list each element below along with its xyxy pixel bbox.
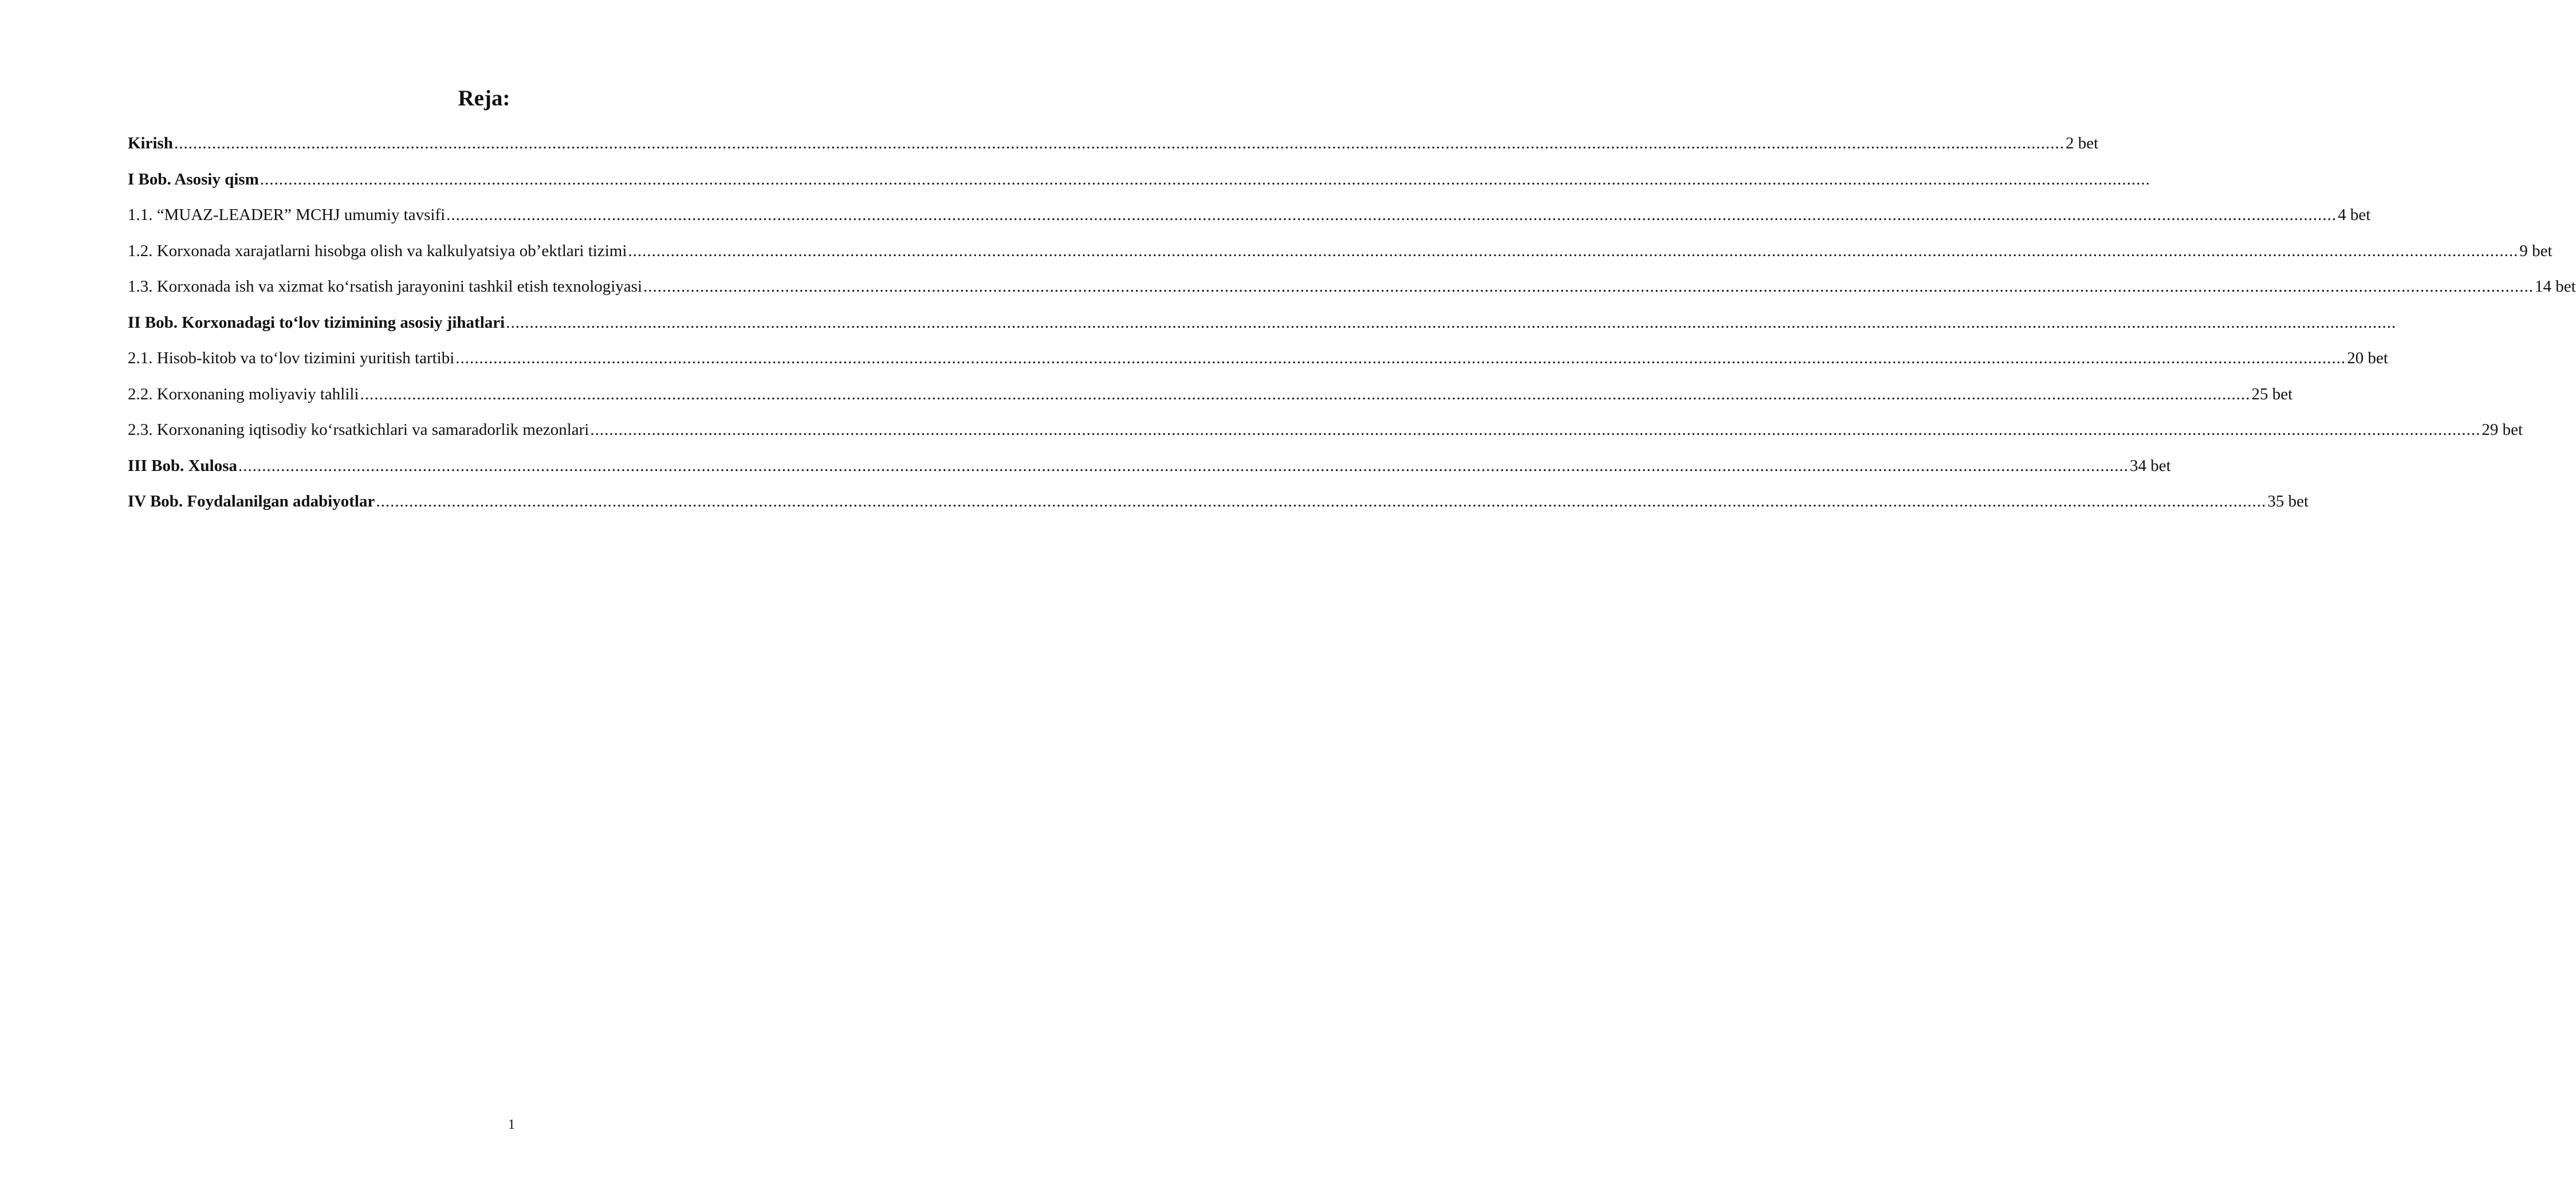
page-title: Reja: (458, 86, 510, 111)
toc-entry-leader-dots: ................................................................................................................................................................................................................................................................................................................................................................................................................ (446, 206, 2337, 224)
toc-entry (128, 165, 2150, 201)
toc-entry-label: 1.2. Korxonada xarajatlarni hisobga olish va kalkulyatsiya ob’ektlari tizimi (128, 241, 627, 260)
toc-entry-leader-dots: ................................................................................................................................................................................................................................................................................................................................................................................................................ (643, 277, 2534, 296)
toc-entry (128, 487, 2309, 523)
toc-entry-label: 1.1. “MUAZ-LEADER” MCHJ umumiy tavsifi (128, 206, 446, 224)
page-number: 1 (508, 1117, 515, 1132)
toc-entry-label: I Bob. Asosiy qism (128, 170, 259, 188)
toc-entry-page: 35 bet (2267, 492, 2309, 510)
toc-entry-label: Kirish (128, 134, 173, 152)
toc-entry-page: 20 bet (2347, 349, 2388, 367)
toc-entry (128, 272, 2576, 308)
toc-entry (128, 129, 2099, 165)
toc-entry-leader-dots: ................................................................................................................................................................................................................................................................................................................................................................................................................ (455, 349, 2346, 367)
toc-entry-leader-dots: ................................................................................................................................................................................................................................................................................................................................................................................................................ (376, 492, 2267, 510)
toc-entry-page: 29 bet (2481, 421, 2523, 439)
toc-entry-leader-dots: ................................................................................................................................................................................................................................................................................................................................................................................................................ (590, 421, 2481, 439)
toc-entry-page: 9 bet (2519, 241, 2553, 260)
toc-entry (128, 237, 2553, 273)
toc-entry-leader-dots: ................................................................................................................................................................................................................................................................................................................................................................................................................ (174, 134, 2064, 152)
toc-entry-page: 25 bet (2251, 384, 2293, 403)
toc-entry (128, 344, 2388, 380)
toc-entry-page: 2 bet (2065, 134, 2099, 152)
toc-entry-label: III Bob. Xulosa (128, 456, 237, 475)
toc-entry-label: 2.1. Hisob-kitob va to‘lov tizimini yuritish tartibi (128, 349, 455, 367)
toc-entry-label: 2.3. Korxonaning iqtisodiy ko‘rsatkichlari va samaradorlik mezonlari (128, 421, 589, 439)
toc-entry-page: 34 bet (2130, 456, 2171, 475)
toc-entry-label: 1.3. Korxonada ish va xizmat ko‘rsatish jarayonini tashkil etish texnologiyasi (128, 277, 643, 296)
toc-entry-page: 4 bet (2338, 206, 2371, 224)
toc-entry-leader-dots: ................................................................................................................................................................................................................................................................................................................................................................................................................ (628, 241, 2519, 260)
toc-entry (128, 308, 2397, 344)
toc-entry-leader-dots: ................................................................................................................................................................................................................................................................................................................................................................................................................ (259, 170, 2150, 188)
toc-entry-label: 2.2. Korxonaning moliyaviy tahlili (128, 384, 359, 403)
toc-entry (128, 380, 2293, 416)
toc-entry (128, 415, 2523, 451)
toc-entry-label: IV Bob. Foydalanilgan adabiyotlar (128, 492, 375, 510)
toc-entry-page: 14 bet (2535, 277, 2576, 296)
toc-entry (128, 201, 2371, 237)
toc-entry-leader-dots: ................................................................................................................................................................................................................................................................................................................................................................................................................ (238, 456, 2129, 475)
table-of-contents (128, 129, 2576, 523)
toc-entry-leader-dots: ................................................................................................................................................................................................................................................................................................................................................................................................................ (506, 313, 2397, 332)
toc-entry-label: II Bob. Korxonadagi to‘lov tizimining asosiy jihatlari (128, 313, 505, 332)
toc-entry (128, 451, 2171, 488)
toc-entry-leader-dots: ................................................................................................................................................................................................................................................................................................................................................................................................................ (360, 384, 2251, 403)
